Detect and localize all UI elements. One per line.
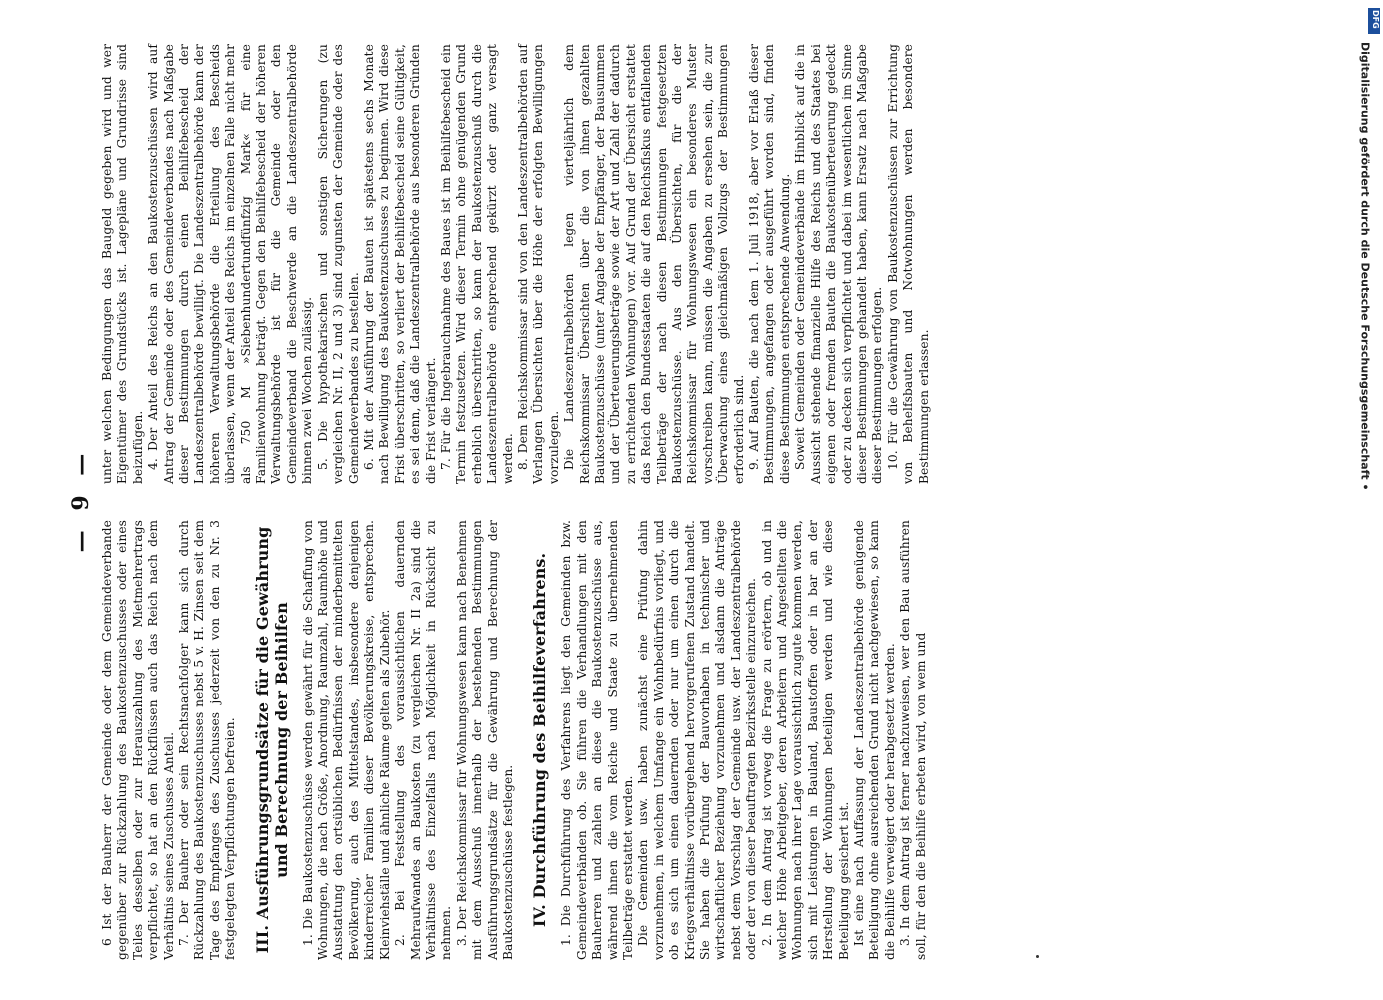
page-number: — 9 — [68,447,94,553]
paragraph: 9. Auf Bauten, die nach dem 1. Juli 1918, aber vor Erlaß dieser Bestimmungen, angefangen oder ausgeführt worden sind, finden diese Bestimmungen entsprechende Anwendung. [747,44,792,484]
section-heading-iv: IV. Durchführung des Beihilfeverfahrens. [530,552,550,928]
paragraph: 7. Für die Ingebrauchnahme des Baues ist im Beihilfebescheid ein Termin festzusetzen. Wird dieser Termin ohne genügenden Grund erheblich überschritten, so kann der Baukostenzuschuß durch die Landeszentralbehörde entsprechend gekürzt oder ganz versagt werden. [438,44,515,484]
paragraph: Die Landeszentralbehörden legen vierteljährlich dem Reichskommissar Übersichten über die von ihnen gezahlten Baukostenzuschüsse (unter Angabe der Empfänger, der Bausummen und der Überteuerungsbeträge sowie der Art und Zahl der dadurch zu errichtenden Wohnungen) vor. Auf Grund der Übersicht erstattet das Reich den Bundesstaaten die auf den Reichsfiskus entfallenden Teilbeträge der nach diesen Bestimmungen festgesetzten Baukostenzuschüsse. Aus den Übersichten, für die der Reichskommissar für Wohnungswesen ein besonderes Muster vorschreiben kann, müssen die Angaben zu ersehen sein, die zur Überwachung eines gleichmäßigen Vollzugs der Bestimmungen erforderlich sind. [562,44,746,484]
paragraph: 2. Bei Feststellung des voraussichtlichen dauernden Mehraufwandes an Baukosten (zu vergleichen Nr. II 2a) sind die Verhältnisse des Einzelfalls nach Möglichkeit in Rücksicht zu nehmen. [393,520,454,960]
paragraph: unter welchen Bedingungen das Baugeld gegeben wird und wer Eigentümer des Grundstücks ist. Lagepläne und Grundrisse sind beizufügen. [100,44,145,484]
section-heading-iii: III. Ausführungsgrundsätze für die Gewährung und Berechnung der Beihilfen [252,526,291,954]
digitization-credit [1352,8,1378,998]
paragraph: 5. Die hypothekarischen und sonstigen Sicherungen (zu vergleichen Nr. II, 2 und 3) sind zugunsten der Gemeinde oder des Gemeindeverbandes zu bestellen. [315,44,361,484]
paragraph: 6. Mit der Ausführung der Bauten ist spätestens sechs Monate nach Bewilligung des Baukostenzuschusses zu beginnen. Wird diese Frist überschritten, so verliert der Beihilfebescheid seine Gültigkeit, es sei denn, daß die Landeszentralbehörde aus besonderen Gründen die Frist verlängert. [361,44,438,484]
credit-text: Digitalisierung gefördert durch die Deutsche Forschungsgemeinschaft • [1358,42,1372,491]
paragraph: 7. Der Bauherr oder sein Rechtsnachfolger kann sich durch Rückzahlung des Baukostenzuschusses nebst 5 v. H. Zinsen seit dem Tage des Empfanges des Zuschusses jederzeit von den zu Nr. 3 festgelegten Verpflichtungen befreien. [177,520,238,960]
paragraph: 3. In dem Antrag ist ferner nachzuweisen, wer den Bau ausführen soll, für den die Beihilfe erbeten wird, von wem und [898,520,928,960]
dfg-logo-text: DFG [1371,10,1380,29]
paragraph: 1. Die Durchführung des Verfahrens liegt den Gemeinden bzw. Gemeindeverbänden ob. Sie führen die Verhandlungen mit den Bauherren und zahlen an diese die Baukostenzuschüsse aus, während ihnen die vom Reiche und Staate zu übernehmenden Teilbeträge erstattet werden. [559,520,635,960]
paragraph: 10. Für die Gewährung von Baukostenzuschüssen zur Errichtung von Behelfsbauten und Notwohnungen werden besondere Bestimmungen erlassen. [885,44,931,484]
scan-speck [1036,955,1039,958]
paragraph: Soweit Gemeinden oder Gemeindeverbände im Hinblick auf die in Aussicht stehende finanzielle Hilfe des Reichs und des Staates bei eigenen oder fremden Bauten die Baukostenüberteuerung gedeckt oder zu decken sich verpflichtet und dabei im wesentlichen im Sinne dieser Bestimmungen gehandelt haben, kann Ersatz nach Maßgabe dieser Bestimmungen erfolgen. [793,44,885,484]
left-column [100,520,1060,960]
paragraph: 4. Der Anteil des Reichs an den Baukostenzuschüssen wird auf Antrag der Gemeinde oder des Gemeindeverbandes nach Maßgabe dieser Bestimmungen durch einen Beihilfebescheid der Landeszentralbehörde bewilligt. Die Landeszentralbehörde kann der höheren Verwaltungsbehörde die Erteilung des Bescheids überlassen, wenn der Anteil des Reichs im einzelnen Falle nicht mehr als 750 M »Siebenhundertundfünfzig Mark« für eine Familienwohnung beträgt. Gegen den Beihilfebescheid der höheren Verwaltungsbehörde ist für die Gemeinde oder den Gemeindeverband die Beschwerde an die Landeszentralbehörde binnen zwei Wochen zulässig. [146,44,315,484]
paragraph: 6 Ist der Bauherr der Gemeinde oder dem Gemeindeverbande gegenüber zur Rückzahlung des Baukostenzuschusses oder eines Teiles desselben oder zur Herauszahlung des Mietmehrertrags verpflichtet, so hat an den Rückflüssen auch das Reich nach dem Verhältnis seines Zuschusses Anteil. [100,520,176,960]
paragraph: 8. Dem Reichskommissar sind von den Landeszentralbehörden auf Verlangen Übersichten über die Höhe der erfolgten Bewilligungen vorzulegen. [515,44,561,484]
rotated-page-content [60,40,1060,960]
paragraph: Die Gemeinden usw. haben zunächst eine Prüfung dahin vorzunehmen, in welchem Umfange ein Wohnbedürfnis vorliegt, und ob es sich um einen dauernden oder nur um einen durch die Kriegsverhältnisse vorübergehend hervorgerufenen Zustand handelt. Sie haben die Prüfung der Bauvorhaben in technischer und wirtschaftlicher Beziehung vorzunehmen und alsdann die Anträge nebst dem Vorschlag der Gemeinde usw. der Landeszentralbehörde oder der von dieser beauftragten Bezirksstelle einzureichen. [636,520,759,960]
paragraph: 1. Die Baukostenzuschüsse werden gewährt für die Schaffung von Wohnungen, die nach Größe, Anordnung, Raumzahl, Raumhöhe und Ausstattung den ortsüblichen Bedürfnissen der minderbemittelten Bevölkerung, auch des Mittelstandes, insbesondere denjenigen kinderreicher Familien dieser Bevölkerungskreise, entsprechen. Kleinviehställe und ähnliche Räume gelten als Zubehör. [300,520,392,960]
paragraph: Ist eine nach Auffassung der Landeszentralbehörde genügende Beteiligung ohne ausreichenden Grund nicht nachgewiesen, so kann die Beihilfe verweigert oder herabgesetzt werden. [852,520,897,960]
paragraph: 2. In dem Antrag ist vorweg die Frage zu erörtern, ob und in welcher Höhe Arbeitgeber, deren Arbeitern und Angestellten die Wohnungen nach ihrer Lage voraussichtlich zugute kommen werden, sich mit Leistungen in Bauland, Baustoffen oder in bar an der Herstellung der Wohnungen beteiligen werden und wie diese Beteiligung gesichert ist. [759,520,851,960]
right-column [100,44,1060,484]
paragraph: 3. Der Reichskommissar für Wohnungswesen kann nach Benehmen mit dem Ausschuß innerhalb der bestehenden Bestimmungen Ausführungsgrundsätze für die Gewährung und Berechnung der Baukostenzuschüsse festlegen. [454,520,515,960]
